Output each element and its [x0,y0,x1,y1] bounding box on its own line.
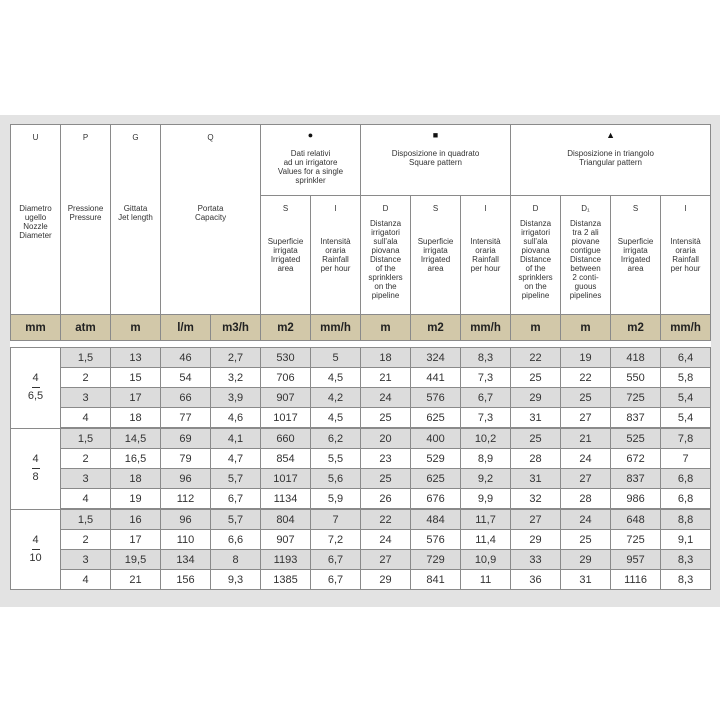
table-cell: 27 [561,469,611,489]
pattern-symbol: ■ [432,130,439,140]
header-description: Distanza irrigatori sull'ala piovana Distance of the sprinklers on the pipeline [518,219,553,300]
table-cell: 16 [111,509,161,530]
header-nozzle-diameter [11,125,61,315]
table-cell: 676 [411,489,461,510]
table-cell: 907 [261,388,311,408]
table-cell: 29 [511,530,561,550]
fraction-bar [32,387,40,388]
pattern-symbol: ● [307,130,314,140]
header-single-sprinkler [261,125,361,196]
table-cell: 66 [161,388,211,408]
table-cell: 725 [611,530,661,550]
table-cell: 5,9 [311,489,361,510]
table-cell: 18 [111,408,161,429]
nozzle-diameter-cell [11,509,61,590]
table-cell: 25 [361,408,411,429]
table-cell: 22 [561,368,611,388]
table-cell: 841 [411,570,461,590]
unit-cell: m [511,315,561,341]
table-cell: 21 [111,570,161,590]
header-description: Superficie irrigata Irrigated area [417,237,454,273]
table-cell: 7 [311,509,361,530]
units-row [11,315,711,341]
diameter-value: 4 [32,533,39,546]
table-cell: 26 [361,489,411,510]
table-cell: 529 [411,449,461,469]
table-cell: 31 [511,469,561,489]
table-cell: 1017 [261,469,311,489]
table-cell: 23 [361,449,411,469]
table-cell: 8,8 [661,509,711,530]
table-cell: 11 [461,570,511,590]
table-cell: 8,9 [461,449,511,469]
table-cell: 525 [611,428,661,449]
header-letter: P [82,133,89,142]
unit-cell: m [111,315,161,341]
unit-cell: m [561,315,611,341]
table-cell: 27 [561,408,611,429]
table-cell: 9,2 [461,469,511,489]
table-cell: 484 [411,509,461,530]
table-cell: 27 [361,550,411,570]
table-cell: 25 [561,388,611,408]
table-cell: 2 [61,530,111,550]
table-cell: 29 [361,570,411,590]
unit-cell: mm/h [461,315,511,341]
table-cell: 25 [361,469,411,489]
fraction-bar [32,549,40,550]
table-cell: 9,1 [661,530,711,550]
table-cell: 6,6 [211,530,261,550]
table-row [11,469,711,489]
table-cell: 3,2 [211,368,261,388]
table-cell: 25 [511,368,561,388]
header-description: Distanza tra 2 ali piovane contigue Distance between 2 conti- guous pipelines [569,219,602,300]
diameter-value: 4 [32,372,39,385]
table-cell: 54 [161,368,211,388]
table-cell: 8,3 [661,550,711,570]
header-description: Intensità oraria Rainfall per hour [670,237,701,273]
table-cell: 4,7 [211,449,261,469]
table-cell: 27 [511,509,561,530]
table-cell: 7,3 [461,368,511,388]
table-cell: 2,7 [211,348,261,368]
nozzle-diameter-cell [11,428,61,509]
table-cell: 324 [411,348,461,368]
table-cell: 7 [661,449,711,469]
table-cell: 25 [561,530,611,550]
table-cell: 6,8 [661,469,711,489]
table-cell: 22 [361,509,411,530]
header-description: Disposizione in triangolo Triangular pattern [567,149,654,167]
header-letter: I [334,204,337,213]
table-cell: 19 [561,348,611,368]
table-cell: 31 [561,570,611,590]
table-row [11,509,711,530]
table-cell: 660 [261,428,311,449]
table-cell: 19,5 [111,550,161,570]
table-cell: 13 [111,348,161,368]
header-description: Superficie irrigata Irrigated area [267,237,304,273]
table-row [11,449,711,469]
table-cell: 1385 [261,570,311,590]
table-cell: 957 [611,550,661,570]
header-letter: S [632,204,639,213]
table-cell: 4,6 [211,408,261,429]
table-cell: 648 [611,509,661,530]
table-cell: 418 [611,348,661,368]
header-description: Diametro ugello Nozzle Diameter [19,204,52,240]
header-letter: D [532,204,539,213]
spacer [11,341,711,348]
header-square-pattern [361,125,511,196]
header-description: Intensità oraria Rainfall per hour [320,237,351,273]
table-cell: 550 [611,368,661,388]
table-cell: 729 [411,550,461,570]
table-cell: 854 [261,449,311,469]
table-row [11,388,711,408]
table-cell: 3 [61,388,111,408]
header-description: Pressione Pressure [67,204,104,222]
table-cell: 7,2 [311,530,361,550]
header-triangle-rainfall [661,196,711,315]
table-cell: 441 [411,368,461,388]
table-cell: 625 [411,408,461,429]
table-cell: 5,5 [311,449,361,469]
unit-cell: m2 [611,315,661,341]
table-cell: 156 [161,570,211,590]
table-cell: 5,6 [311,469,361,489]
table-cell: 33 [511,550,561,570]
header-letter: S [432,204,439,213]
table-cell: 16,5 [111,449,161,469]
table-cell: 79 [161,449,211,469]
table-cell: 25 [511,428,561,449]
table-cell: 5,7 [211,469,261,489]
table-row [11,428,711,449]
table-cell: 837 [611,469,661,489]
table-cell: 3 [61,550,111,570]
table-cell: 96 [161,469,211,489]
unit-cell: mm/h [661,315,711,341]
table-row [11,489,711,510]
table-cell: 706 [261,368,311,388]
table-cell: 29 [511,388,561,408]
table-cell: 6,4 [661,348,711,368]
unit-cell: m2 [261,315,311,341]
header-capacity [161,125,261,315]
diameter-value: 8 [32,471,39,483]
table-cell: 21 [561,428,611,449]
header-triangle-pipeline-distance [561,196,611,315]
table-cell: 11,7 [461,509,511,530]
diameter-value: 10 [29,551,42,564]
header-triangular-pattern [511,125,711,196]
table-cell: 8 [211,550,261,570]
header-description: Disposizione in quadrato Square pattern [391,149,480,167]
header-square-rainfall [461,196,511,315]
header-letter: G [132,133,139,142]
table-cell: 22 [511,348,561,368]
header-square-irrigated-area [411,196,461,315]
table-cell: 1,5 [61,428,111,449]
table-row [11,530,711,550]
table-cell: 400 [411,428,461,449]
table-cell: 4 [61,408,111,429]
table-row [11,348,711,368]
header-letter: U [32,133,39,142]
table-cell: 4 [61,489,111,510]
table-cell: 69 [161,428,211,449]
diameter-value: 6,5 [27,390,44,403]
table-cell: 96 [161,509,211,530]
header-square-distance [361,196,411,315]
header-description: Portata Capacity [194,204,227,222]
table-cell: 11,4 [461,530,511,550]
table-cell: 18 [361,348,411,368]
table-cell: 110 [161,530,211,550]
table-cell: 17 [111,388,161,408]
table-cell: 530 [261,348,311,368]
table-cell: 986 [611,489,661,510]
header-pressure [61,125,111,315]
table-cell: 2 [61,368,111,388]
table-cell: 6,7 [211,489,261,510]
table-cell: 5,4 [661,388,711,408]
table-cell: 907 [261,530,311,550]
unit-cell: mm [11,315,61,341]
table-row [11,550,711,570]
header-description: Superficie irrigata Irrigated area [617,237,654,273]
table-cell: 1193 [261,550,311,570]
table-cell: 5,4 [661,408,711,429]
unit-cell: l/m [161,315,211,341]
table-cell: 1,5 [61,509,111,530]
table-cell: 20 [361,428,411,449]
table-cell: 24 [361,530,411,550]
table-cell: 6,2 [311,428,361,449]
table-cell: 6,7 [311,570,361,590]
table-row [11,368,711,388]
header-single-rainfall [311,196,361,315]
table-cell: 18 [111,469,161,489]
unit-cell: m2 [411,315,461,341]
pattern-symbol: ▲ [606,130,615,140]
header-letter: D [382,204,389,213]
diameter-value: 4 [32,453,39,465]
table-cell: 837 [611,408,661,429]
table-cell: 1134 [261,489,311,510]
unit-cell: atm [61,315,111,341]
fraction-bar [32,468,40,469]
table-cell: 7,3 [461,408,511,429]
header-letter: S [282,204,289,213]
header-letter: I [484,204,487,213]
header-triangle-irrigated-area [611,196,661,315]
table-cell: 19 [111,489,161,510]
header-single-irrigated-area [261,196,311,315]
table-cell: 36 [511,570,561,590]
header-triangle-distance [511,196,561,315]
table-cell: 77 [161,408,211,429]
table-cell: 1,5 [61,348,111,368]
table-cell: 17 [111,530,161,550]
table-cell: 2 [61,449,111,469]
table-cell: 31 [511,408,561,429]
table-cell: 725 [611,388,661,408]
table-cell: 112 [161,489,211,510]
table-cell: 4,5 [311,408,361,429]
table-cell: 625 [411,469,461,489]
table-cell: 672 [611,449,661,469]
table-cell: 134 [161,550,211,570]
table-cell: 9,9 [461,489,511,510]
table-cell: 32 [511,489,561,510]
header-letter: I [684,204,687,213]
table-cell: 5,8 [661,368,711,388]
nozzle-diameter-cell [11,348,61,429]
table-cell: 8,3 [661,570,711,590]
table-cell: 1116 [611,570,661,590]
header-letter: D₁ [581,204,590,213]
header-description: Intensità oraria Rainfall per hour [470,237,501,273]
table-cell: 21 [361,368,411,388]
table-row [11,570,711,590]
unit-cell: m [361,315,411,341]
table-cell: 6,7 [311,550,361,570]
header-description: Distanza irrigatori sull'ala piovana Distance of the sprinklers on the pipeline [368,219,403,300]
table-cell: 10,9 [461,550,511,570]
table-cell: 10,2 [461,428,511,449]
table-cell: 576 [411,388,461,408]
table-cell: 4 [61,570,111,590]
table-cell: 28 [511,449,561,469]
table-cell: 4,5 [311,368,361,388]
table-cell: 7,8 [661,428,711,449]
header-letter: Q [207,133,214,142]
table-cell: 9,3 [211,570,261,590]
table-cell: 6,8 [661,489,711,510]
table-cell: 6,7 [461,388,511,408]
table-cell: 4,2 [311,388,361,408]
table-cell: 28 [561,489,611,510]
table-cell: 5,7 [211,509,261,530]
unit-cell: mm/h [311,315,361,341]
table-cell: 8,3 [461,348,511,368]
table-row [11,408,711,429]
table-cell: 5 [311,348,361,368]
table-cell: 3 [61,469,111,489]
table-cell: 4,1 [211,428,261,449]
table-cell: 46 [161,348,211,368]
table-cell: 24 [561,449,611,469]
table-cell: 804 [261,509,311,530]
table-cell: 3,9 [211,388,261,408]
unit-cell: m3/h [211,315,261,341]
header-jet-length [111,125,161,315]
table-cell: 29 [561,550,611,570]
table-cell: 15 [111,368,161,388]
header-description: Dati relativi ad un irrigatore Values for a single sprinkler [277,149,344,185]
table-cell: 24 [561,509,611,530]
sprinkler-performance-table [10,124,711,590]
table-cell: 24 [361,388,411,408]
header-description: Gittata Jet length [118,204,153,222]
table-cell: 576 [411,530,461,550]
table-cell: 14,5 [111,428,161,449]
table-cell: 1017 [261,408,311,429]
